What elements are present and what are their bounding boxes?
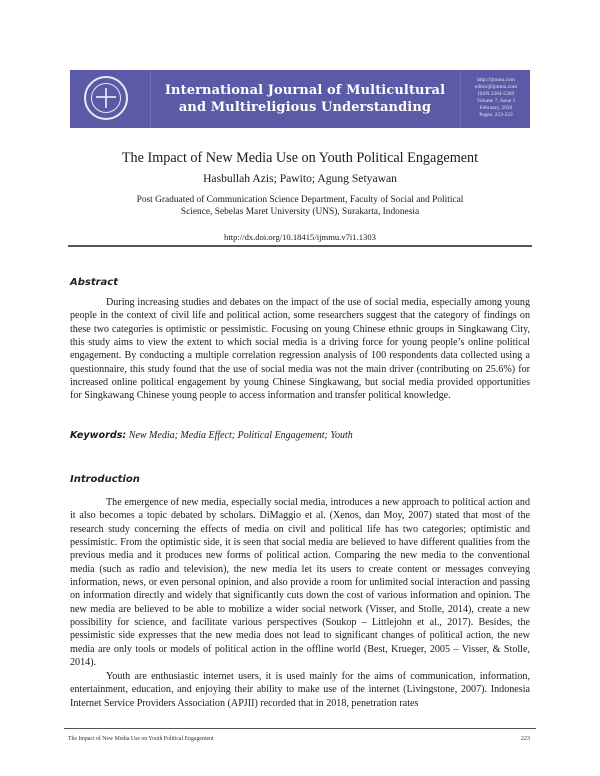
introduction-paragraph-1: The emergence of new media, especially social media, introduces a new approach to political action and it also becomes a topic debated by scholars. DiMaggio et al. (Xenos, dan Moy, 2007) stated that most of the research study concerning the effects of media on civil and political life has two categories; optimistic and pessimistic. From the optimistic side, it is seen that social media are believed to have different qualities from the previous media and it produces new forms of political action. Comparing the new media to the conventional media (such as radio and television), the new media let its users to create content or messages conveying information, news, or even personal opinion, and also provide a room for unlimited social interaction and passing on information directly and widely that significantly cuts down the cost of various information and opinion. The new media are believed to be able to mobilize a wider social network (Visser, and Stolle, 2014), create a new possibility for science, and facilitate various perspectives (Soukop – Littlejohn et al., 2017). Besides, the pessimistic side expresses that the new media does not lead to significant changes of political action, the new media are only tools or models of political action in the offline world (Best, Krueger, 2005 – Visser, & Stolle, 2014).: [70, 497, 530, 669]
abstract-heading: Abstract: [70, 277, 119, 288]
globe-emblem-icon: [84, 76, 128, 120]
introduction-heading: Introduction: [70, 474, 140, 485]
journal-title-line2: and Multireligious Understanding: [178, 100, 432, 115]
journal-email[interactable]: editor@ijmmu.com: [474, 84, 518, 91]
paper-authors: Hasbullah Azis; Pawito; Agung Setyawan: [203, 172, 397, 185]
abstract-text: During increasing studies and debates on the impact of the use of social media, especially among young people in the context of civil life and political action, some researchers suggest that the category of findings on these two categories is optimistic or pessimistic. Focusing on young Chinese ethnic groups in Singkawang City, this study aims to view the extent to which social media is a driving force for young people’s online political engagement. By conducting a multiple correlation regression analysis of 100 respondents data collected using a questionnaire, this study found that the use of social media was not the main driver (contributing on 25.6%) for increased online political engagement by young Chinese Singkawang, but social media provided opportunities for Singkawang Chinese young people to access information and transfer political knowledge.: [70, 297, 530, 402]
logo-cell: [70, 70, 151, 128]
journal-title: [151, 82, 459, 116]
paper-affiliation: Post Graduated of Communication Science Department, Faculty of Social and Political Science, Sebelas Maret University (UNS), Surakarta, Indonesia: [136, 195, 464, 217]
keywords-label: Keywords:: [70, 430, 127, 441]
journal-website[interactable]: http://ijmmu.com: [477, 77, 515, 83]
journal-date: February, 2020: [479, 105, 513, 112]
keywords-line: [70, 430, 530, 441]
paper-doi-link[interactable]: http://dx.doi.org/10.18415/ijmmu.v7i1.1303: [224, 232, 376, 242]
keywords-list: New Media; Media Effect; Political Engagement; Youth: [128, 430, 353, 441]
header-divider: [68, 245, 532, 247]
footer-divider: [64, 728, 536, 729]
journal-title-cell: [151, 70, 459, 128]
globe-inner-ring: [91, 83, 121, 113]
footer-running-title: The Impact of New Media Use on Youth Political Engagement: [68, 736, 214, 742]
journal-issn: ISSN 2364-5369: [477, 91, 515, 98]
introduction-paragraph-2: Youth are enthusiastic internet users, it is used mainly for the aims of communication, information, entertainment, education, and enjoying their ability to make use of the internet (Livingstone, 2007). Indonesia Internet Service Providers Association (APJII) recorded that in 2018, penetration rates: [70, 671, 530, 709]
journal-header-banner: [70, 70, 530, 128]
globe-parallel: [96, 96, 116, 98]
paper-title: The Impact of New Media Use on Youth Political Engagement: [121, 150, 479, 166]
journal-title-line1: International Journal of Multicultural: [164, 83, 446, 98]
footer-page-number: 223: [521, 736, 530, 742]
journal-volume-issue: Volume 7, Issue 1: [476, 98, 516, 105]
journal-info: [461, 77, 531, 120]
journal-info-cell: [460, 70, 531, 128]
journal-pages: Pages: 223-233: [479, 112, 513, 119]
globe-meridian: [105, 88, 107, 108]
